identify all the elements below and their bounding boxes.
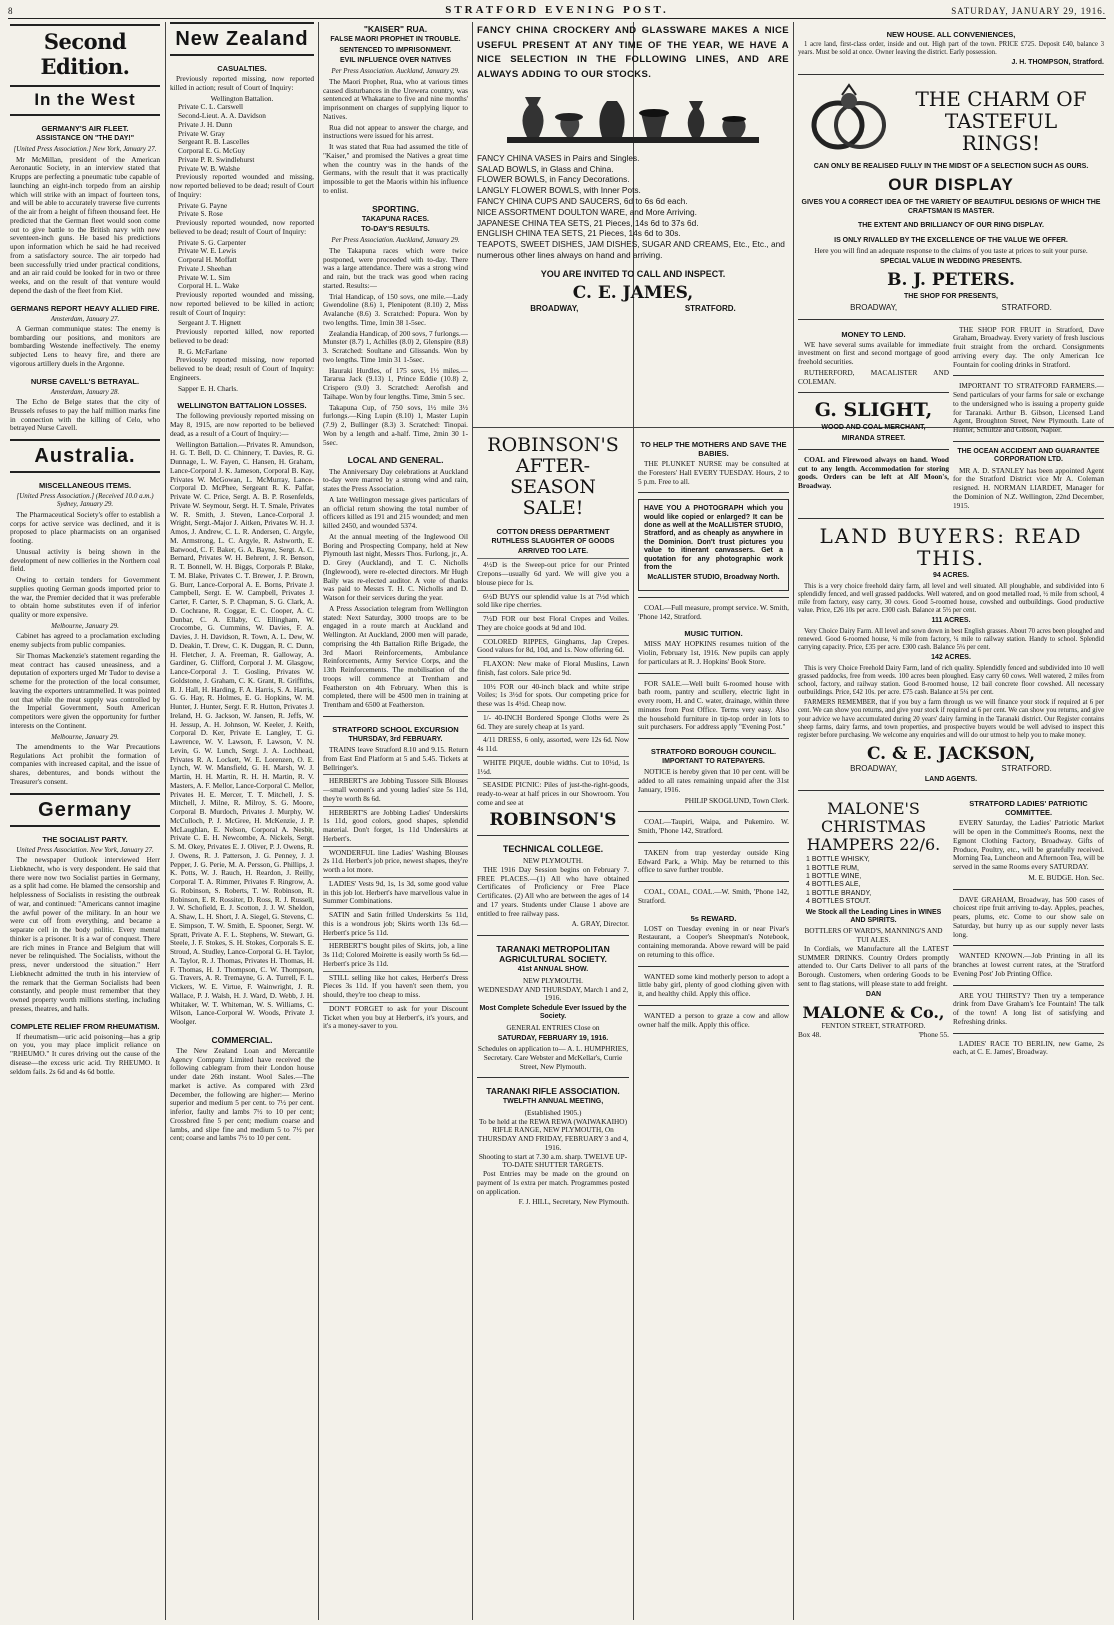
ad-signature: F. J. HILL, Secretary, New Plymouth.: [518, 1197, 629, 1207]
ad-signature: M. E. BUDGE. Hon. Sec.: [1028, 872, 1104, 882]
page-number: 8: [8, 6, 13, 16]
ad-subheading: SPECIAL VALUE IN WEDDING PRESENTS.: [880, 257, 1022, 265]
list-item: Private C. L. Carswell: [178, 102, 244, 112]
dateline: [United Press Association.] (Received 10.0 a.m.) Sydney, January 29.: [16, 492, 154, 509]
patriotic-ad: [953, 797, 1104, 1059]
list-line: NICE ASSORTMENT DOULTON WARE, and More Arriving.: [477, 206, 697, 217]
casualty-list: [178, 385, 314, 394]
list-line: TEAPOTS, SWEET DISHES, JAM DISHES, SUGAR AND CREAMS, Etc., Etc., and numerous other lines always on hand and arriving.: [477, 239, 785, 260]
ad-callout: YOU ARE INVITED TO CALL AND INSPECT.: [540, 268, 726, 279]
ad-paragraph: COAL—Full measure, prompt service. W. Smith, 'Phone 142, Stratford.: [638, 602, 789, 621]
ad-paragraph: LOST on Tuesday evening in or near Pivar's Restaurant, a Cooper's Sheepman's Notebook, containing memoranda. Above reward will be paid on returning to this office.: [638, 923, 789, 959]
ad-subheading: ARRIVED TOO LATE.: [517, 547, 589, 555]
article-paragraph: The Maori Prophet, Rua, who at various times caused disturbances in the Urewera country, was sentenced at Whakatane to five and nine months' imprisonment on charges of supplying liquor to Natives.: [323, 76, 468, 121]
ad-heading: 5s REWARD.: [690, 913, 737, 923]
newspaper-title: STRATFORD EVENING POST.: [445, 4, 669, 16]
ad-subheading: DAN: [865, 990, 882, 998]
article-heading: CASUALTIES.: [217, 64, 267, 73]
article-paragraph: Cabinet has agreed to a proclamation excluding enemy subjects from public companies.: [10, 631, 160, 649]
list-item: Second-Lieut. A. A. Davidson: [178, 111, 266, 120]
ad-subheading: THE SHOP FOR PRESENTS,: [904, 292, 998, 300]
list-item: Private S. Rose: [178, 209, 223, 219]
divider: [638, 842, 789, 843]
list-item: 1 BOTTLE WHISKY,: [806, 856, 870, 864]
list-item: R. G. McFarlane: [178, 346, 228, 356]
ad-paragraph: HERBERT'S bought piles of Skirts, job, a line 3s 11d; Colored Moirette is easily worth 5s 6d.—Herbert's price 3s 11d.: [323, 941, 468, 968]
ad-heading: TO HELP THE MOTHERS AND SAVE THE BABIES.: [640, 440, 787, 458]
divider: [953, 441, 1104, 442]
ad-paragraph: WANTED some kind motherly person to adopt a little baby girl, plenty of good clothing given with it, and healthy child. Apply this office.: [638, 971, 789, 999]
divider: [798, 449, 949, 450]
ad-subheading: RUTHLESS SLAUGHTER OF GOODS: [491, 537, 615, 545]
article-heading: COMPLETE RELIEF FROM RHEUMATISM.: [10, 1021, 160, 1031]
ad-paragraph: FARMERS REMEMBER, that if you buy a farm through us we will finance your stock if required at 6 per cent. We can show you returns, and give your stock if required at 6 per cent. We can show you returns, and give your advice we have accumulated during 20 years' dairy farming in the Taranaki district. Our Register contains sheep farms, dairy farms, and town properties, and prospective buyers would be well advised to inspect this register before purchasing. We welcome any enquiries and will do our utmost to help you to make money.: [798, 699, 1104, 739]
divider: [953, 1033, 1104, 1034]
hamper-list: [806, 856, 949, 906]
divider: [953, 889, 1104, 890]
column-5: [638, 432, 789, 1618]
ad-paragraph: 4/11 DRESS, 6 only, assorted, were 12s 6d. Now 4s 11d.: [477, 735, 629, 754]
firm-address: FENTON STREET, STRATFORD.: [821, 1021, 926, 1031]
po-box: Box 48.: [798, 1029, 822, 1039]
article-paragraph: The amendments to the War Precautions Regulations Act prohibit the formation of companies with increased capital, and the issue of shares, debentures, and bonds without the Treasurer's consent.: [10, 741, 160, 786]
column-4: [477, 432, 629, 1618]
divider: [798, 518, 1104, 519]
address-street: BROADWAY,: [850, 764, 898, 774]
list-line: LANGLY FLOWER BOWLS, with Inner Pots.: [477, 185, 641, 196]
article-paragraph: Previously reported missing, now reported believed to be dead; result of Court of Inquiry: Engineers.: [170, 355, 314, 382]
firm-name: G. SLIGHT,: [814, 399, 933, 422]
address-town: STRATFORD.: [684, 303, 736, 313]
article-paragraph: Owing to certain tenders for Government supplies quoting German goods imported prior to the war, the Premier decided that it was preferable to obtain home substitutes even if of inferior quality or more expensive.: [10, 575, 160, 620]
ad-paragraph: WANTED a person to graze a cow and allow owner half the milk. Apply this office.: [638, 1010, 789, 1029]
ad-paragraph: TAKEN from trap yesterday outside King Edward Park, a Whip. May be returned to this office to save further trouble.: [638, 847, 789, 875]
divider: [638, 492, 789, 493]
divider: [638, 881, 789, 882]
article-heading: "KAISER" RUA.: [363, 24, 428, 34]
article-paragraph: Previously reported killed, now reported believed to be dead:: [170, 327, 314, 345]
ad-heading: NEW HOUSE. ALL CONVENIENCES,: [886, 30, 1016, 39]
section-heading-new-zealand: New Zealand: [170, 22, 314, 56]
divider: [798, 392, 949, 393]
ad-heading: STRATFORD BOROUGH COUNCIL.: [650, 747, 777, 757]
ad-heading: MUSIC TUITION.: [684, 629, 743, 639]
article-paragraph: Previously reported missing, now reported killed in action; result of Court of Inquiry:: [170, 74, 314, 92]
list-line: ENGLISH CHINA TEA SETS, 21 Pieces, 14s 6d to 30s.: [477, 228, 681, 239]
ad-paragraph: FLAXON: New make of Floral Muslins, Lawn finish, fast colors. Sale price 9d.: [477, 659, 629, 677]
ad-subheading: THE OCEAN ACCIDENT AND GUARANTEE CORPORATION LTD.: [957, 447, 1100, 464]
ad-subheading: TWELFTH ANNUAL MEETING,: [502, 1098, 604, 1106]
article-paragraph: Previously reported wounded and missing, now reported believed to be killed in action; result of Court of Inquiry:: [170, 290, 314, 317]
divider: [638, 1005, 789, 1006]
article-subheading: EVIL INFLUENCE OVER NATIVES: [340, 56, 451, 64]
column-1: [10, 22, 160, 1620]
edition-heading: Second Edition.: [10, 24, 160, 79]
column-rule: [793, 22, 794, 1620]
column-2: [170, 22, 314, 1620]
acreage-heading: 142 ACRES.: [931, 654, 971, 662]
list-item: Private W. E. Lewis: [178, 246, 237, 256]
firm-contact: [798, 1031, 949, 1040]
ad-heading: STRATFORD SCHOOL EXCURSION: [332, 724, 459, 734]
section-heading-germany: Germany: [10, 793, 160, 827]
firm-name: MALONE & Co.,: [802, 1002, 945, 1022]
ad-paragraph: 1 acre land, first-class order, inside and out. High part of the town. PRICE £725. Deposit £40, balance 3 years. Must be sold at once. Owner leaving the district. Early possession.: [798, 41, 1104, 57]
vases-icon: [507, 87, 759, 149]
list-item: Private S. G. Carpenter: [178, 237, 246, 247]
ad-paragraph: MISS MAY HOPKINS resumes tuition of the Violin, February 1st, 1916. New pupils can apply for particulars at R. J. Hopkins' Book Store.: [638, 639, 789, 666]
ad-signature: J. H. THOMPSON, Stratford.: [1011, 59, 1104, 67]
address-town: STRATFORD.: [1001, 302, 1052, 312]
list-item: Sergeant R. B. Lascelles: [178, 137, 250, 147]
masthead: [8, 4, 1106, 19]
article-paragraph: Zealandia Handicap, of 200 sovs, 7 furlongs.—Munster (8.7) 1, Achilles (8.0) 2, Glenspire (8.8) 3. Scratched: Soultane and Glissands. Won by two lengths. Time 1min 31 1-5sec.: [323, 328, 468, 364]
divider: [638, 597, 789, 598]
malone-ad: [798, 797, 949, 1059]
divider: [477, 1077, 629, 1078]
ad-heading: TECHNICAL COLLEGE.: [502, 844, 604, 855]
fruit-ad: [953, 326, 1104, 513]
divider: [953, 985, 1104, 986]
ad-subheading: We Stock all the Leading Lines in WINES AND SPIRITS.: [805, 908, 942, 924]
article-heading: THE SOCIALIST PARTY.: [42, 834, 128, 844]
article-heading: MISCELLANEOUS ITEMS.: [38, 481, 132, 491]
ad-paragraph: DON'T FORGET to ask for your Discount Ticket when you buy at Herbert's, it's yours, and it's a money-saver to you.: [323, 1003, 468, 1031]
list-line: FANCY CHINA CUPS AND SAUCERS, 6d to 6s 6d each.: [477, 196, 688, 206]
article-paragraph: A late Wellington message gives particulars of an official return showing the total number of officers killed as 191 and 215 wounded; and men killed 2450, and wounded 5374.: [323, 494, 468, 531]
article-subheading: ASSISTANCE ON "THE DAY!": [35, 134, 135, 142]
ad-paragraph: THE SHOP FOR FRUIT in Stratford, Dave Graham, Broadway. Every variety of fresh luscious fruit straight from the orchard. Consignments arriving every day. The only American Ice Fountain for cooling drinks in Stratford.: [953, 324, 1104, 369]
firm-address: [798, 303, 1104, 313]
ad-subheading: GIVES YOU A CORRECT IDEA OF THE VARIETY OF BEAUTIFUL DESIGNS OF WHICH THE CRAFTSMAN IS MASTER.: [801, 199, 1101, 215]
china-ad: [477, 22, 789, 422]
ad-paragraph: WHITE PIQUE, double widths. Cut to 10½d, 1s 1½d.: [477, 757, 629, 776]
casualty-list: [178, 239, 314, 292]
ad-paragraph: WANTED KNOWN.—Job Printing in all its branches at lowest current rates, at the 'Stratford Evening Post' Job Printing Office.: [953, 951, 1104, 978]
article-paragraph: A Press Association telegram from Wellington stated: Next Saturday, 3000 troops are to be engaged in a route march at Auckland and Wellington. At Auckland, 2000 men will parade, comprising the 4th Battalion Rifle Brigade, the 3rd Maori Reinforcements, Ambulance Reinforcements, Army Service Corps, and the 13th Reinforcements. The mobilisation of the troops will commence at Trentham and Featherston on 4th February. When this is completed, there will be 4500 men in training at Trentham and 6500 at Featherston.: [323, 603, 468, 710]
ad-paragraph: SEASIDE PICNIC: Piles of just-the-right-goods, ready-to-wear at half prices in our Showroom. You come and see at: [477, 780, 629, 807]
acreage-heading: 94 ACRES.: [933, 572, 969, 580]
ad-paragraph: 7½D FOR our best Floral Crepes and Voiles. They are choice goods at 9d and 10d.: [477, 614, 629, 632]
divider: [798, 790, 1104, 791]
article-paragraph: The Pharmaceutical Society's offer to establish a corps for active service was declined, and it is proposed to place pharmacists on an organised footing.: [10, 509, 160, 546]
article-paragraph: Unusual activity is being shown in the development of new collieries in the Northern coal field.: [10, 546, 160, 574]
ad-paragraph: NOTICE is hereby given that 10 per cent. will be added to all rates remaining unpaid after the 31st January, 1916.: [638, 767, 789, 794]
article-paragraph: At the annual meeting of the Inglewood Oil Boring and Prospecting Company, held at New Plymouth last night, Messrs Thos. Furlong, jr., A. D. Grey (Auckland), and T. C. Nicholls (Inglewood), were re-elected directors. Mr Hugh Baily was re-elected auditor. A vote of thanks was paid to Messrs T. H. C. Nicholls and D. Watson for their services during the year.: [323, 531, 468, 603]
list-item: 1 BOTTLE BRANDY,: [806, 889, 872, 897]
column-rule: [318, 22, 319, 1620]
firm-name: C. E. JAMES,: [572, 283, 694, 304]
list-item: Sergeant J. T. Hignett: [178, 318, 242, 328]
ad-subheading: MIRANDA STREET.: [841, 434, 906, 442]
address-street: BROADWAY,: [530, 303, 579, 313]
list-item: Private W. L. Sim: [178, 272, 231, 282]
ad-headline: OUR DISPLAY: [888, 175, 1014, 195]
ad-headline: LAND BUYERS: READ THIS.: [819, 524, 1083, 571]
dateline: [United Press Association.] New York, January 27.: [13, 145, 157, 154]
ad-paragraph: HERBERT'S are Jobbing Tussore Silk Blouses—small women's and young ladies' size 5s 11d, they're worth 8s 6d.: [323, 776, 468, 803]
ad-paragraph: HAVE YOU A PHOTOGRAPH which you would like copied or enlarged? It can be done as well at the McALLISTER STUDIO, Stratford, and as cheaply as anywhere in the Dominion. Don't trust pictures you value to itinerant canvassers. Get a quotation for any photographic work from the: [644, 505, 783, 571]
ad-text: GENERAL ENTRIES Close on: [506, 1022, 600, 1032]
china-lines: [477, 153, 789, 261]
ad-paragraph: ARE YOU THIRSTY? Then try a temperance drink from Dave Graham's Ice Fountain! The talk of the town! A long list of satisfying and Refreshing drinks.: [953, 990, 1104, 1026]
list-item: 1 BOTTLE RUM,: [806, 864, 859, 872]
ad-paragraph: FOR SALE.—Well built 6-roomed house with bath room, pantry and scullery, electric light in every room, H. and C. water, drainage, within three minutes from Post Office. Terms very easy. Also the household furniture in tip-top order in lots to suit purchasers. For address apply "Evening Post.": [638, 678, 789, 732]
list-item: 4 BOTTLES STOUT.: [806, 898, 871, 906]
ad-heading: STRATFORD LADIES' PATRIOTIC COMMITTEE.: [969, 799, 1088, 818]
list-item: Private J. Sheehan: [178, 263, 232, 273]
ad-signature: RUTHERFORD, MACALISTER AND COLEMAN.: [798, 367, 949, 386]
rings-ad: [798, 81, 1104, 161]
list-line: FLOWER BOWLS, in Fancy Decorations.: [477, 174, 630, 185]
ad-signature: McALLISTER STUDIO, Broadway North.: [647, 574, 780, 582]
ad-date: WEDNESDAY AND THURSDAY, March 1 and 2, 1916.: [477, 984, 629, 1003]
ad-paragraph: COLORED RIPPES, Ginghams, Jap Crepes. Good values for 8d, 10d, and 1s. Now offering 6d.: [477, 636, 629, 655]
address-town: STRATFORD.: [1001, 764, 1052, 774]
ad-subheading: LAND AGENTS.: [924, 776, 978, 783]
list-item: Corporal H. L. Wake: [178, 281, 240, 291]
ad-headline: THE CHARM OF TASTEFUL RINGS!: [915, 86, 1087, 155]
list-item: Corporal E. G. McGuy: [178, 146, 246, 155]
rings-icon: [804, 81, 894, 161]
ad-paragraph: 1/- 40-INCH Bordered Sponge Cloths were 2s 6d. They are surely cheap at 1s yard.: [477, 712, 629, 731]
divider: [638, 811, 789, 812]
ad-text: Here you will find an adequate response to the claims of you taste at prices to suit your purse.: [814, 246, 1088, 256]
list-item: Private J. H. Dunn: [178, 119, 233, 129]
photo-ad: [638, 499, 789, 591]
ad-subheading: SATURDAY, FEBRUARY 19, 1916.: [497, 1034, 609, 1042]
ad-paragraph: LADIES' Vests 9d, 1s, 1s 3d, some good value in this job lot. Herbert's have marvellous value in Summer Combinations.: [323, 878, 468, 906]
article-paragraph: Previously reported wounded and missing, now reported believed to be dead; result of Court of Inquiry:: [170, 172, 314, 199]
divider: [638, 738, 789, 739]
article-heading: GERMANY'S AIR FLEET.: [41, 123, 129, 133]
ad-subheading: IMPORTANT TO RATEPAYERS.: [662, 758, 765, 766]
article-heading: SPORTING.: [372, 203, 419, 214]
list-item: Private W. Gray: [178, 128, 225, 138]
ad-heading: MONEY TO LEND.: [841, 329, 906, 339]
ad-signature: A. GRAY, Director.: [571, 919, 629, 929]
ad-paragraph: EVERY Saturday, the Ladies' Patriotic Market will be open in the Committee's Rooms, next the Egmont Clothing Factory, Broadway. Gifts of Produce, Poultry, etc., will be gratefully received. Morning Tea, Luncheon and Afternoon Tea, will be served in the same Rooms every SATURDAY.: [953, 818, 1104, 872]
ad-subheading: CAN ONLY BE REALISED FULLY IN THE MIDST OF A SELECTION SUCH AS OURS.: [813, 162, 1089, 170]
ad-paragraph: This is very Choice Freehold Dairy Farm, land of rich quality. Splendidly fenced and subdivided into 10 well grassed paddocks, free from weeds. 100 acres been ploughed. Easy carry 60 cows. Well watered, 2 miles from school, factory, and railway station. Good 8-roomed house, 12 bail concrete floor cowshed. All necessary outbuildings. Price, £42 10s. per acre. £75 cash. Balance at 5¼ per cent.: [798, 664, 1104, 697]
ad-headline: MALONE'S CHRISTMAS HAMPERS 22/6.: [806, 799, 941, 854]
article-heading: LOCAL AND GENERAL.: [347, 455, 444, 466]
article-paragraph: Takapuna Cup, of 750 sovs, 1½ mile 3½ furlongs.—King Lupin (8.10) 1, Master Lupin (7.9) 2, Bullinger (8.3) 3. Scratched: Tinopai. Won by a length and a-half. Time, 2min 30 1-5sec.: [323, 402, 468, 447]
article-paragraph: Previously reported wounded, now reported believed to be dead; result of Court of Inquiry:: [170, 218, 314, 236]
dateline: Melbourne, January 29.: [51, 732, 119, 741]
ad-subheading: THURSDAY, 3rd FEBRUARY.: [348, 735, 443, 743]
divider: [798, 74, 1104, 75]
list-item: Corporal H. Moffatt: [178, 255, 237, 264]
phone-number: 'Phone 55.: [918, 1029, 949, 1039]
dateline: Per Press Association. Auckland, January 29.: [331, 236, 460, 245]
dateline: Amsterdam, January 27.: [50, 314, 120, 323]
ad-subheading: Most Complete Schedule Ever Issued by the Society.: [479, 1005, 627, 1021]
ad-paragraph: Very Choice Dairy Farm. All level and sown down in best English grasses. About 70 acres been ploughed and renewed. Good 6-roomed house, ¼ mile from factory, ¼ mile to railway station. Handy to school. Splendid carrying capacity. Price, £35 per acre. £300 cash. Balance 5¼ per cent.: [798, 627, 1104, 652]
ad-text: Shooting to start at 7.30 a.m. sharp. TWELVE UP-TO-DATE SHUTTER TARGETS.: [478, 1151, 628, 1170]
firm-name: C. & E. JACKSON,: [866, 744, 1036, 765]
acreage-heading: 111 ACRES.: [931, 617, 971, 625]
article-paragraph: If rheumatism—uric acid poisoning—has a grip on you, you may place implicit reliance on "RHEUMO." It cures driving out the cause of the disease—the excess uric acid. Try RHEUMO. It seldom fails. 2s 6d and 4s 6d bottle.: [10, 1031, 160, 1076]
ad-subheading: WOOD AND COAL MERCHANT,: [821, 424, 926, 432]
ad-heading: TARANAKI METROPOLITAN AGRICULTURAL SOCIETY.: [496, 944, 610, 965]
china-illustration: [507, 87, 759, 149]
section-heading-australia: Australia.: [10, 439, 160, 473]
ad-text: (Established 1905.): [524, 1107, 582, 1117]
article-paragraph: Mr McMillan, president of the American Aeronautic Society, in an interview stated that Krupps are perfecting a pneumatic tube capable of launching an eight-inch torpedo from an airship which will strike with an impact of fourteen tons, and will be able to accurately traverse five currents of the air from a height of fifteen thousand feet. He predicted that the German fleet would soon come out to give battle to the British navy with new seventeen-inch guns. He based his predictions upon information which he said he had received from a satisfactory source. The air torpedo had been successfully tried under practical conditions, and an air raid could be looked for in two or three weeks, and on the result of that venture would depend the dash of the fleet from Kiel.: [10, 154, 160, 295]
firm-address: [477, 304, 789, 314]
firm-name: B. J. PETERS.: [887, 270, 1015, 291]
dateline: United Press Association. New York, January 27.: [16, 845, 154, 854]
article-paragraph: The Anniversary Day celebrations at Auckland to-day were marred by a strong wind and rain, states the Press Association.: [323, 466, 468, 494]
divider: [638, 673, 789, 674]
ad-heading: FANCY CHINA CROCKERY AND GLASSWARE MAKES A NICE USEFUL PRESENT AT ANY TIME OF THE YEAR, WE HAVE A NICE SELECTION IN THE FOLLOWING LINES, AND ARE ALWAYS ADDING TO OUR STOCKS.: [477, 25, 789, 81]
ad-paragraph: STILL selling like hot cakes, Herbert's Dress Pieces 3s 11d. If you haven't seen them, you should, they're too cheap to miss.: [323, 972, 468, 1000]
ad-place: NEW PLYMOUTH.: [523, 975, 583, 985]
divider: [953, 375, 1104, 376]
column-6: [798, 22, 1104, 1620]
ad-paragraph: DAVE GRAHAM, Broadway, has 500 cases of choicest ripe fruit arriving to-day. Apples, peaches, pears, plums, etc. Come to our show sale on Saturday, but hurry up as our supply never lasts long.: [953, 894, 1104, 939]
divider: [638, 966, 789, 967]
firm-address: [798, 764, 1104, 774]
ad-paragraph: MR A. D. STANLEY has been appointed Agent for the Stratford District vice Mr A. Coleman resigned. H. NORMAN LIARDET, Manager for the Dominion of N.Z. Wellington, 22nd December, 1915.: [953, 465, 1104, 510]
list-item: Private G. Payne: [178, 200, 228, 210]
ad-paragraph: 6½D BUYS our splendid value 1s at 7½d which sold like ripe cherries.: [477, 591, 629, 610]
ad-paragraph: 4½D is the Sweep-out price for our Printed Crepons—usually 6d yard. We will give you a blouse piece for 1s.: [477, 560, 629, 587]
ad-headline: ROBINSON'S AFTER-SEASON SALE!: [487, 434, 619, 519]
list-item: Sapper E. H. Charls.: [178, 383, 238, 393]
unit-name: Wellington Battalion.: [210, 93, 274, 103]
article-subheading: TAKAPUNA RACES.: [362, 215, 429, 223]
casualty-list: [178, 103, 314, 173]
column-3: [323, 22, 468, 1620]
divider: [477, 935, 629, 936]
dateline: Per Press Association. Auckland, January 29.: [331, 67, 460, 76]
ad-paragraph: IMPORTANT TO STRATFORD FARMERS.—Send particulars of your farms for sale or exchange to the undersigned who is issuing a property guide for Taranaki. Arthur B. Gibson, Licensed Land Agent, Broughton Street, New Plymouth. Late of Hunter, Schultze and Gibson, Napier.: [953, 381, 1104, 435]
article-heading: COMMERCIAL.: [211, 1034, 273, 1045]
ad-subheading: 41st ANNUAL SHOW.: [517, 966, 589, 974]
list-line: JAPANESE CHINA TEA SETS, 21 Pieces, 14s 6d to 37s 6d.: [477, 217, 699, 228]
ad-footer: ROBINSON'S: [489, 809, 617, 830]
divider: [798, 319, 1104, 320]
dateline: Melbourne, January 29.: [51, 621, 119, 630]
article-paragraph: The following previously reported missing on May 8, 1915, are now reported to be believed dead, as a result of a Court of Inquiry:—: [170, 411, 314, 438]
article-paragraph: Hauraki Hurdles, of 175 sovs, 1½ miles.—Tararua Jack (9.13) 1, Prince Eddie (10.8) 2, Crispero (9.0) 3. Scratched: Aerofish and Taihape. Won by four lengths. Time, 3min 5 sec.: [323, 365, 468, 401]
ad-paragraph: THE 1916 Day Session begins on February 7. FREE PLACES.—(1) All who have obtained Certificates of Proficiency or Free Place Certificates. (2) All who are between the ages of 14 and 17 years. Students under Clause 1 above are entitled to free railway pass.: [477, 864, 629, 918]
article-subheading: FALSE MAORI PROPHET IN TROUBLE.: [330, 36, 461, 44]
list-item: Private W. B. Walshe: [178, 163, 240, 173]
address-street: BROADWAY,: [850, 302, 898, 312]
casualty-list: [178, 202, 314, 220]
money-ad: [798, 326, 949, 513]
ad-paragraph: HERBERT'S are Jobbing Ladies' Underskirts 1s 11d, good colors, good shapes, splendid material. Don't forget, 1s 11d Underskirts at Herbert's.: [323, 807, 468, 843]
list-item: 4 BOTTLES ALE,: [806, 881, 861, 889]
divider: [323, 716, 468, 717]
list-line: FANCY CHINA VASES in Pairs and Singles.: [477, 152, 640, 163]
article-heading: NURSE CAVELL'S BETRAYAL.: [30, 376, 140, 386]
article-paragraph: Trial Handicap, of 150 sovs, one mile.—Lady Gwendoline (8.6) 1, Plenipotent (8.10) 2, Miss Avalanche (8.6) 3. Scratched: Popura. Won by two lengths. Time, 1min 38 1-5sec.: [323, 291, 468, 327]
article-paragraph: Sir Thomas Mackenzie's statement regarding the meat contract has caused uneasiness, and a deputation of exporters urged Mr Tudor to devise a scheme for the protection of the local consumer, leaving the exporters untrammelled. It was pointed out that while the meat supply was controlled by the Imperial Government, South American competitors were given the opportunity for further interests on the Continent.: [10, 650, 160, 730]
ad-paragraph: COAL, COAL, COAL.—W. Smith, 'Phone 142, Stratford.: [638, 887, 789, 905]
ad-paragraph: LADIES' RACE TO BERLIN, new Game, 2s each, at C. E. James', Broadway.: [953, 1038, 1104, 1057]
classified-ads: [323, 774, 468, 1031]
ad-paragraph: SATIN and Satin frilled Underskirts 5s 11d, this is a wondrous job; Skirts worth 13s 6d.—Herbert's price 5s 11d.: [323, 910, 468, 937]
issue-date: SATURDAY, JANUARY 29, 1916.: [951, 6, 1106, 16]
article-heading: GERMANS REPORT HEAVY ALLIED FIRE.: [10, 303, 160, 313]
ad-paragraph: WONDERFUL line Ladies' Washing Blouses 2s 11d. Herbert's job price, newest shapes, they're worth a lot more.: [323, 847, 468, 875]
ad-heading: TARANAKI RIFLE ASSOCIATION.: [486, 1086, 620, 1097]
divider: [477, 835, 629, 836]
ad-pair: [798, 797, 1104, 1059]
ad-paragraph: COAL and Firewood always on hand. Wood cut to any length. Accommodation for storing goods. Orders can be left at Alf Moon's, Broadway.: [798, 454, 949, 491]
ad-paragraph: 10½ FOR our 40-inch black and white stripe Voiles; 1s 3½d for spots. Our competing price for these was 1s 4½d. Cheap now.: [477, 681, 629, 709]
article-subheading: SENTENCED TO IMPRISONMENT.: [339, 46, 452, 54]
ad-paragraph: This is a very choice freehold dairy farm, all level and well situated. All ploughable, and subdivided into 6 splendidly fenced, and well grassed paddocks. Well watered, and on good metalled road, ½ mile from school, 4 mile from factory, easy carry, 30 cows. Good 5-roomed house, cowshed and outbuildings. Good productive value. Price, £26 10s per acre. £300 cash. Balance at 5½ per cent.: [798, 582, 1104, 615]
article-paragraph: Wellington Battalion.—Privates R. Amundson, H. G. T. Bell, D. C. Chinnery, T. Davies, R. G. Dunnage, L. W. Fayen, C. Hansen, H. Graham, Lance-Corporal J. K. Jameson, Corporal B. Kay, Privates W. McGowan, L. McMurray, Lance-Corporal D. McPhee, Sergeant R. K. Palfar, Private W. C. Price, Sergt. A. B. P. Rosenfelds, Private W. Seymour, Sergt. H. T. Smale, Privates W. R. Smith, J. Steven, Lance-Corporal J. Wright, Sergt.-Major J. Aitken, Privates W. H. J. Amos, J. Andrew, C. L. R. Andersen, C. Argyle, M. Armstrong, L. C. Argyle, R. Ashworth, E. Batwood, C. F. Baker, G. A. Bayne, Sergt. A. C. Bernard, Privates W. H. Behrent, J. R. Benson, R. T. Bonnell, W. H. Biggs, Corporals P. Blake, T. M. Blake, Privates C. T. Brewer, J. P. Brown, G. Burr, Lance-Corporal A. E. Borns, Private J. Campbell, Sergt. E. W. Campbell, Privates J. Carter, F. Carter, S. P. Chapman, S. G. Clark, A. D. Cochrane, R. Coggar, E. C. Cooper, A. C. Dunbar, C. A. Ellaby, C. Ellingham, W. Crocombe, G. Cummins, W. Davies, F. A. Davies, J. H. Davidson, R. Town, A. L. Dew, W. D. Deakin, T. Drew, C. K. Duggan, R. C. Dunn, H. Fletcher, J. A. Freeman, R. Galloway, A. Gardiner, G. Clifford, Corporal J. M. Glasgow, Lance-Corporal J. T. Gosling, Privates W. Goldstone, J. Graham, C. K. Grant, R. Griffiths, R. J. Hall, H. Harding, F. A. Harris, S. A. Harris, G. G. Hay, R. Holmes, E. G. Hopkins, W. M. Hunter, J. Hunter, Sergt. F. R. Hutton, Privates J. Ireland, H. G. Jackson, W. Jansen, R. Jeffs, W. H. Jessup, A. H. Johnson, W. Keeler, J. Keith, Corporal D. Ker, Private E. Langley, T. G. Lawrence, W. V. Lawson, F. Lawson, V. N. Levin, G. W. Lunch, Sergt. J. A. Lochhead, Privates R. A. Lockett, W. E. Lorenzen, O. E. Lynch, W. W. Mansfield, G. H. Marsh, W. J. Martin, H. H. Martin, R. H. H. Martin, R. V. Masters, A. F. Mellor, Lance-Corporal C. Mellor, Privates H. E. Mercer, T. T. Mitchell, J. S. Mitchell, J. Milne, R. Milroy, S. G. Moore, Corporal B. Murdoch, Privates J. Murphy, W. McCulloch, P. J. McGree, H. McKenzie, J. P. McLaughlan, E. Nelson, Corporal A. Nesbit, Private C. E. H. Newcombe, A. Nickels, Sergt. S. M. Okey, Privates E. J. Oliver, P. J. Owens, R. J. Owens, R. J. Patterson, J. G. Penney, J. J. Pepper, J. G. Perie, M. A. Persson, G. Phillips, J. K. Potts, W. J. Rauch, H. Reardon, J. Reilly, Corporal T. A. Rimmer, Privates F. Ringrow, A. G. Robinson, S. Roberts, T. W. Robinson, R. Robinson, E. R. Rossiter, D. Ross, R. J. Russell, J. W. Schofield, E. J. Scotton, J. J. W. Sheldon, A. Shaw, L. H. Short, J. A. Siegel, G. Stevens, C. E. Simpson, T. W. Smith, E. Spooner, Sergt. W. Spratt, Private A. F. L. Stephens, W. Stewart, G. Steele, J. F. Stokes, S. H. Stokes, Corporals S. E. Stroud, A. Studley, Lance-Corporal G. H. Taylor, A. Taylor, R. J. Thomas, Privates H. Thomas, H. F. Thomas, H. J. Thompson, C. W. Thompson, G. Travers, A. R. Tremayne, G. A. Turrell, F. L. Vickers, W. E. Virtue, F. Wainwright, J. R. Wallace, P. J. Walsh, H. J. Ward, D. Webb, J. H. Whitaker, W. T. Whiteman, W. S. Williams, C. Wilson, Lance-Corporal W. Woods, Private J. Woolger.: [170, 439, 314, 1026]
article-paragraph: The Takapuna races which were twice postponed, were proceeded with to-day. There was a large attendance. There was a strong wind and rain, but the track was good when racing started. Results:—: [323, 245, 468, 290]
section-heading-west: In the West: [10, 85, 160, 115]
ad-pair: [798, 326, 1104, 513]
article-heading: WELLINGTON BATTALION LOSSES.: [177, 401, 307, 411]
ad-text: To be held at the REWA REWA (WAIWAKAIHO) RIFLE RANGE, NEW PLYMOUTH, On THURSDAY AND FRIDAY, FEBRUARY 3 and 4, 1916.: [477, 1116, 629, 1152]
article-paragraph: A German communique states: The enemy is bombarding our positions, and monitors are bombarding Westende ineffectively. The enemy subjected Lens to heavy fire, and there are vigorous artillery duels in the Argonne.: [10, 323, 160, 368]
ad-subheading: THE EXTENT AND BRILLIANCY OF OUR RING DISPLAY.: [857, 222, 1045, 230]
list-line: SALAD BOWLS, in Glass and China.: [477, 163, 614, 174]
ad-text: BOTTLERS OF WARD'S, MANNING'S AND TUI ALES.: [804, 926, 943, 945]
ad-place: NEW PLYMOUTH.: [523, 856, 583, 866]
article-paragraph: The New Zealand Loan and Mercantile Agency Company Limited have received the following cablegram from their London house under date 26th instant. Wool Sales.—The market is active. As compared with 23rd December, the following are higher:— Merino superior and medium 5 per cent. to 7½ per cent. inferior, faulty and lambs 7½ to 10 per cent; Crossbred fine 5 per cent; medium coarse and lambs, and slipe fine and medium 5 to 7½ per cent; coarse and lambs 7½ to 10 per cent.: [170, 1045, 314, 1143]
ad-text: Schedules on application to— A. L. HUMPHRIES, Secretary. Care Webster and McKellar's, Currie Street, New Plymouth.: [477, 1044, 629, 1071]
sale-items: [477, 558, 629, 807]
column-rule: [472, 22, 473, 1620]
ad-paragraph: In Cordials, we Manufacture all the LATEST SUMMER DRINKS. Country Orders promptly attended to. Our Carts Deliver to all parts of the Borough. Customers, when ordering Goods to be sent to flag stations, will please state to add freight.: [798, 943, 949, 988]
ad-signature: PHILIP SKOGLUND, Town Clerk.: [684, 795, 789, 805]
article-subheading: TO-DAY'S RESULTS.: [361, 226, 430, 234]
ad-paragraph: WE have several sums available for immediate investment on first and second mortgage of good freehold securities.: [798, 339, 949, 367]
article-paragraph: The newspaper Outlook interviewed Herr Liebknecht, who is very despondent. He said that there were now two Socialist parties in Germany, as a split had come. He blamed the censorship and helplessness of Socialists in resisting the outbreak of war, and continued: "Americans cannot imagine the awful power of the military. In an hour we were cut off from everything, and became a separate cell in the body politic. Every mental thinker is a prisoner. It is a war of conquest. There are rich mines in France and Belgium that will never be relinquished. The Socialists, without the press, never understood the situation." Herr Liebknecht admitted the truth in his interview of the remark that the German Socialists had been constantly, and people must remember that they owned property worth millions sterling, including presses, theatres, and halls.: [10, 855, 160, 1013]
article-paragraph: It was stated that Rua had assumed the title of "Kaiser," and promised the Natives a great time when the country was in the hands of the Germans, with the result that it was practically impossible to get the Maoris within his influence to enlist.: [323, 142, 468, 195]
column-rule: [165, 22, 166, 1620]
article-paragraph: The Echo de Belge states that the city of Brussels refuses to pay the half million marks fine in connection with the killing of Celo, who betrayed Nurse Cavell.: [10, 397, 160, 433]
ad-subheading: IS ONLY RIVALLED BY THE EXCELLENCE OF THE VALUE WE OFFER.: [834, 236, 1068, 244]
article-paragraph: Rua did not appear to answer the charge, and instructions were issued for his arrest.: [323, 122, 468, 141]
list-item: 1 BOTTLE WINE,: [806, 872, 862, 880]
ad-paragraph: Post Entries may be made on the ground on payment of 1s extra per match. Programmes posted on application.: [477, 1169, 629, 1196]
ad-paragraph: THE PLUNKET NURSE may be consulted at the Foresters' Hall EVERY TUESDAY. Hours, 2 to 5 p.m. Free to all.: [638, 459, 789, 486]
list-item: Private P. R. Swindlehurst: [178, 154, 255, 164]
ad-paragraph: TRAINS leave Stratford 8.10 and 9.15. Return from East End Platform at 5 and 5.45. Tickets at Bellringer's.: [323, 745, 468, 772]
dateline: Amsterdam, January 28.: [50, 387, 120, 396]
ad-paragraph: COAL—Taupiri, Waipa, and Pukemiro. W. Smith, 'Phone 142, Stratford.: [638, 817, 789, 836]
divider: [953, 945, 1104, 946]
ad-heading: COTTON DRESS DEPARTMENT: [496, 526, 610, 536]
